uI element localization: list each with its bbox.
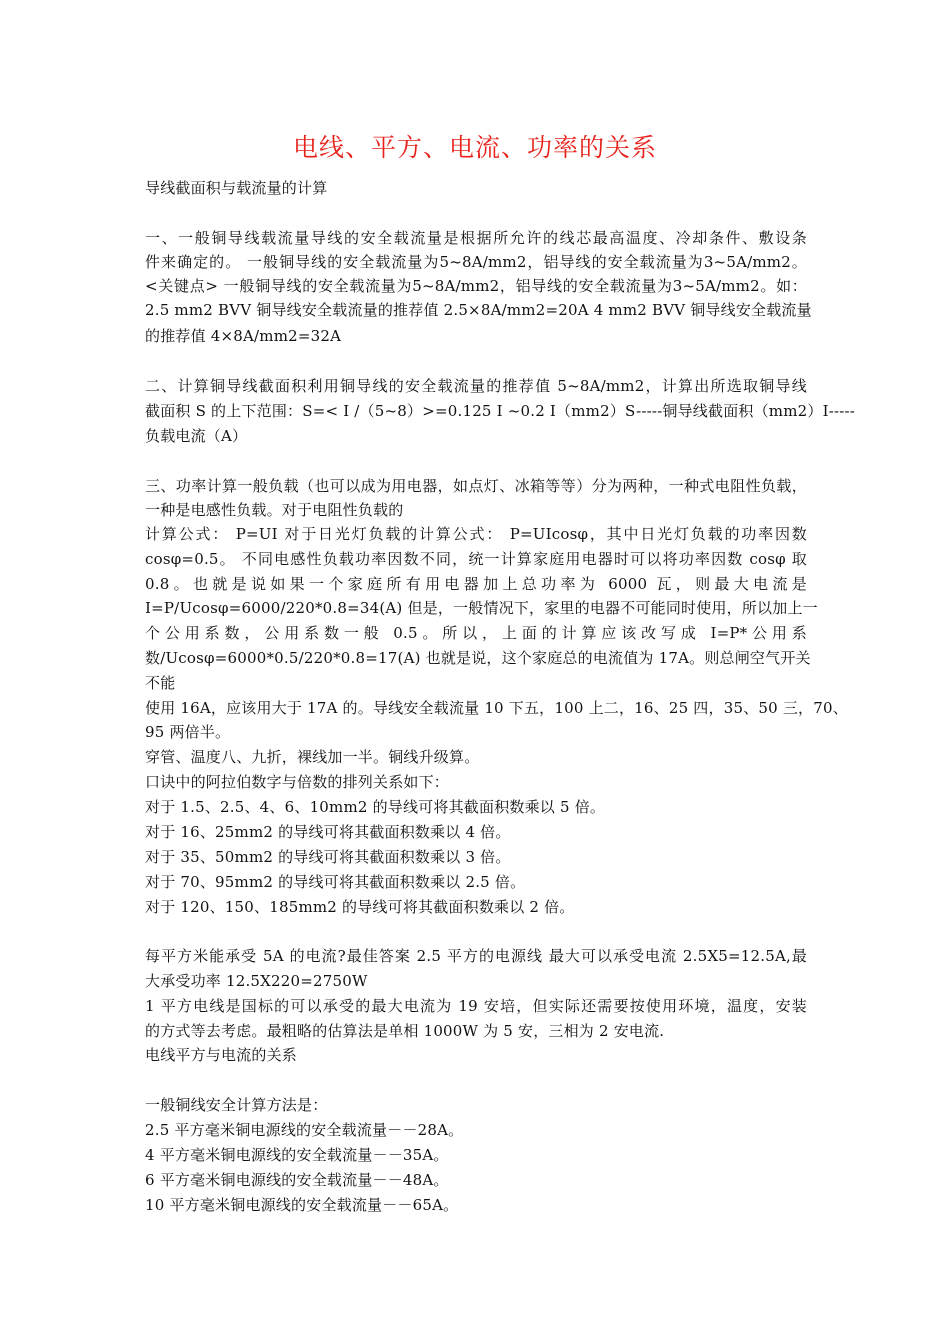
- paragraph-line: 0.8。也就是说如果一个家庭所有用电器加上总功率为 6000 瓦，则最大电流是: [145, 575, 807, 593]
- paragraph-line: 一般铜线安全计算方法是：: [145, 1096, 328, 1114]
- paragraph-line: 数/Ucosφ=6000*0.5/220*0.8=17(A) 也就是说，这个家庭总的电流值为 17A。则总闸空气开关: [145, 649, 811, 667]
- paragraph-line: <关键点> 一般铜导线的安全载流量为5~8A/mm2，铝导线的安全载流量为3~5A/mm2。如：: [145, 277, 807, 295]
- paragraph-line: 个公用系数，公用系数一般 0.5。所以，上面的计算应该改写成 I=P*公用系: [145, 624, 807, 642]
- paragraph-line: 大承受功率 12.5X220=2750W: [145, 972, 368, 990]
- paragraph-line: 1 平方电线是国标的可以承受的最大电流为 19 安培，但实际还需要按使用环境，温度，安装: [145, 997, 807, 1015]
- subtitle-line: 导线截面积与载流量的计算: [145, 179, 328, 197]
- paragraph-line: 计算公式： P=UI 对于日光灯负载的计算公式： P=UIcosφ，其中日光灯负载的功率因数: [145, 525, 807, 543]
- paragraph-line: I=P/Ucosφ=6000/220*0.8=34(A) 但是，一般情况下，家里的电器不可能同时使用，所以加上一: [145, 599, 818, 617]
- paragraph-line: 穿管、温度八、九折，裸线加一半。铜线升级算。: [145, 748, 480, 766]
- paragraph-line: 截面积 S 的上下范围：S=< I /（5~8）>=0.125 I ~0.2 I（mm2）S-----铜导线截面积（mm2）I-----: [145, 402, 856, 420]
- paragraph-line: 二、计算铜导线截面积利用铜导线的安全载流量的推荐值 5~8A/mm2，计算出所选取铜导线: [145, 377, 807, 395]
- paragraph-line: 10 平方毫米铜电源线的安全载流量－－65A。: [145, 1196, 459, 1214]
- paragraph-line: 对于 120、150、185mm2 的导线可将其截面积数乘以 2 倍。: [145, 898, 575, 916]
- paragraph-line: 的方式等去考虑。最粗略的估算法是单相 1000W 为 5 安，三相为 2 安电流.: [145, 1022, 665, 1040]
- paragraph-line: 的推荐值 4×8A/mm2=32A: [145, 327, 342, 345]
- paragraph-line: 不能: [145, 674, 176, 692]
- paragraph-line: 对于 1.5、2.5、4、6、10mm2 的导线可将其截面积数乘以 5 倍。: [145, 798, 606, 816]
- paragraph-line: 三、功率计算一般负载（也可以成为用电器，如点灯、冰箱等等）分为两种，一种式电阻性负载，: [145, 477, 807, 495]
- paragraph-line: 一种是电感性负载。对于电阻性负载的: [145, 501, 404, 519]
- paragraph-line: 2.5 mm2 BVV 铜导线安全载流量的推荐值 2.5×8A/mm2=20A 4 mm2 BVV 铜导线安全载流量: [145, 301, 812, 319]
- paragraph-line: 2.5 平方毫米铜电源线的安全载流量－－28A。: [145, 1121, 464, 1139]
- paragraph-line: 使用 16A，应该用大于 17A 的。导线安全载流量 10 下五，100 上二，16、25 四，35、50 三，70、: [145, 699, 848, 717]
- paragraph-line: 负载电流（A）: [145, 427, 248, 445]
- document-title: 电线、平方、电流、功率的关系: [292, 133, 657, 162]
- paragraph-line: 对于 35、50mm2 的导线可将其截面积数乘以 3 倍。: [145, 848, 511, 866]
- paragraph-line: 对于 70、95mm2 的导线可将其截面积数乘以 2.5 倍。: [145, 873, 526, 891]
- paragraph-line: 4 平方毫米铜电源线的安全载流量－－35A。: [145, 1146, 449, 1164]
- paragraph-line: 对于 16、25mm2 的导线可将其截面积数乘以 4 倍。: [145, 823, 511, 841]
- paragraph-line: 每平方米能承受 5A 的电流?最佳答案 2.5 平方的电源线 最大可以承受电流 2.5X5=12.5A,最: [145, 947, 807, 965]
- paragraph-line: cosφ=0.5。 不同电感性负载功率因数不同，统一计算家庭用电器时可以将功率因数 cosφ 取: [145, 550, 807, 568]
- paragraph-line: 6 平方毫米铜电源线的安全载流量－－48A。: [145, 1171, 449, 1189]
- paragraph-line: 口诀中的阿拉伯数字与倍数的排列关系如下：: [145, 773, 450, 791]
- paragraph-line: 95 两倍半。: [145, 723, 231, 741]
- paragraph-line: 件来确定的。 一般铜导线的安全载流量为5~8A/mm2，铝导线的安全载流量为3~5A/mm2。: [145, 253, 807, 271]
- paragraph-line: 电线平方与电流的关系: [145, 1046, 298, 1064]
- paragraph-line: 一、一般铜导线载流量导线的安全载流量是根据所允许的线芯最高温度、冷却条件、敷设条: [145, 229, 807, 247]
